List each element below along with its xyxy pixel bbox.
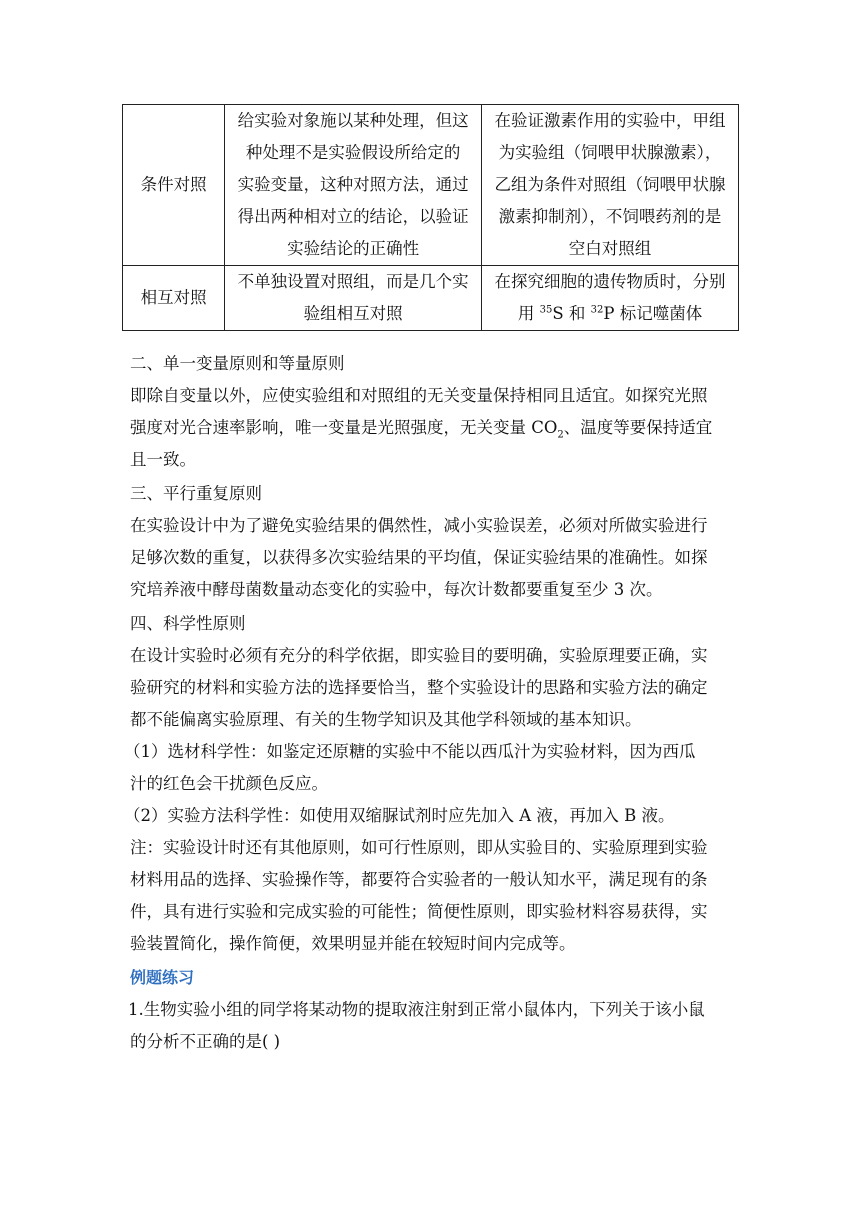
isotope-superscript: 32 <box>590 304 604 316</box>
text-line: 在验证激素作用的实验中，甲组 <box>494 111 726 130</box>
text-line: 乙组为条件对照组（饲喂甲状腺 <box>494 175 726 194</box>
paragraph-line: 足够次数的重复，以获得多次实验结果的平均值，保证实验结果的准确性。如探 <box>130 548 708 567</box>
text-line: 激素抑制剂），不饲喂药剂的是 <box>498 207 722 226</box>
text-line: 为实验组（饲喂甲状腺激素）， <box>498 143 722 162</box>
list-item: （2）实验方法科学性：如使用双缩脲试剂时应先加入 A 液，再加入 B 液。 <box>124 806 675 825</box>
control-description <box>225 105 482 266</box>
note-line: 注：实验设计时还有其他原则，如可行性原则，即从实验目的、实验原理到实验 <box>130 838 708 857</box>
control-types-table <box>122 104 739 331</box>
note-line: 材料用品的选择、实验操作等，都要符合实验者的一般认知水平，满足现有的条 <box>130 870 708 889</box>
note-line: 件，具有进行实验和完成实验的可能性；简便性原则，即实验材料容易获得，实 <box>130 902 708 921</box>
paragraph-line: 在实验设计中为了避免实验结果的偶然性，减小实验误差，必须对所做实验进行 <box>130 516 708 535</box>
paragraph-line: 即除自变量以外，应使实验组和对照组的无关变量保持相同且适宜。如探究光照 <box>130 386 708 405</box>
control-name: 条件对照 <box>123 105 225 266</box>
text-line: 实验变量，这种对照方法，通过 <box>237 175 469 194</box>
isotope-superscript: 35 <box>539 304 553 316</box>
practice-heading: 例题练习 <box>130 968 195 987</box>
text-fragment: 用 <box>517 304 540 323</box>
text-line: 验组相互对照 <box>303 304 403 323</box>
question-line: 1.生物实验小组的同学将某动物的提取液注射到正常小鼠体内，下列关于该小鼠 <box>128 1000 705 1019</box>
section-heading: 四、科学性原则 <box>130 614 246 633</box>
section-heading: 二、单一变量原则和等量原则 <box>130 354 345 373</box>
text-fragment: S 和 <box>552 304 591 323</box>
text-line: 在探究细胞的遗传物质时，分别 <box>494 272 726 291</box>
subscript: 2 <box>557 429 564 441</box>
table-row <box>123 266 739 331</box>
note-line: 验装置简化，操作简便，效果明显并能在较短时间内完成等。 <box>130 934 576 953</box>
text-line <box>488 298 732 330</box>
text-line: 空白对照组 <box>568 239 652 258</box>
text-fragment: P 标记噬菌体 <box>603 304 703 323</box>
section-heading: 三、平行重复原则 <box>130 484 262 503</box>
control-name: 相互对照 <box>123 266 225 331</box>
text-line: 得出两种相对立的结论，以验证 <box>237 207 469 226</box>
control-example <box>482 105 739 266</box>
text-line: 种处理不是实验假设所给定的 <box>245 143 461 162</box>
list-item: 汁的红色会干扰颜色反应。 <box>130 774 328 793</box>
control-description <box>225 266 482 331</box>
text-line: 给实验对象施以某种处理，但这 <box>237 111 469 130</box>
paragraph-line: 都不能偏离实验原理、有关的生物学知识及其他学科领域的基本知识。 <box>130 710 642 729</box>
section-single-variable <box>124 348 740 1058</box>
text-fragment: 强度对光合速率影响，唯一变量是光照强度，无关变量 CO <box>130 418 558 437</box>
paragraph-line: 究培养液中酵母菌数量动态变化的实验中，每次计数都要重复至少 3 次。 <box>130 580 663 599</box>
paragraph-line: 在设计实验时必须有充分的科学依据，即实验目的要明确，实验原理要正确，实 <box>130 646 708 665</box>
table-row <box>123 105 739 266</box>
paragraph-line: 验研究的材料和实验方法的选择要恰当，整个实验设计的思路和实验方法的确定 <box>130 678 708 697</box>
text-line: 不单独设置对照组，而是几个实 <box>237 272 469 291</box>
control-example <box>482 266 739 331</box>
paragraph-line: 且一致。 <box>130 450 196 469</box>
paragraph-line <box>130 412 740 444</box>
question-line: 的分析不正确的是( ) <box>130 1032 281 1051</box>
list-item: （1）选材科学性：如鉴定还原糖的实验中不能以西瓜汁为实验材料，因为西瓜 <box>124 742 696 761</box>
text-fragment: 、温度等要保持适宜 <box>563 418 713 437</box>
text-line: 实验结论的正确性 <box>287 239 420 258</box>
